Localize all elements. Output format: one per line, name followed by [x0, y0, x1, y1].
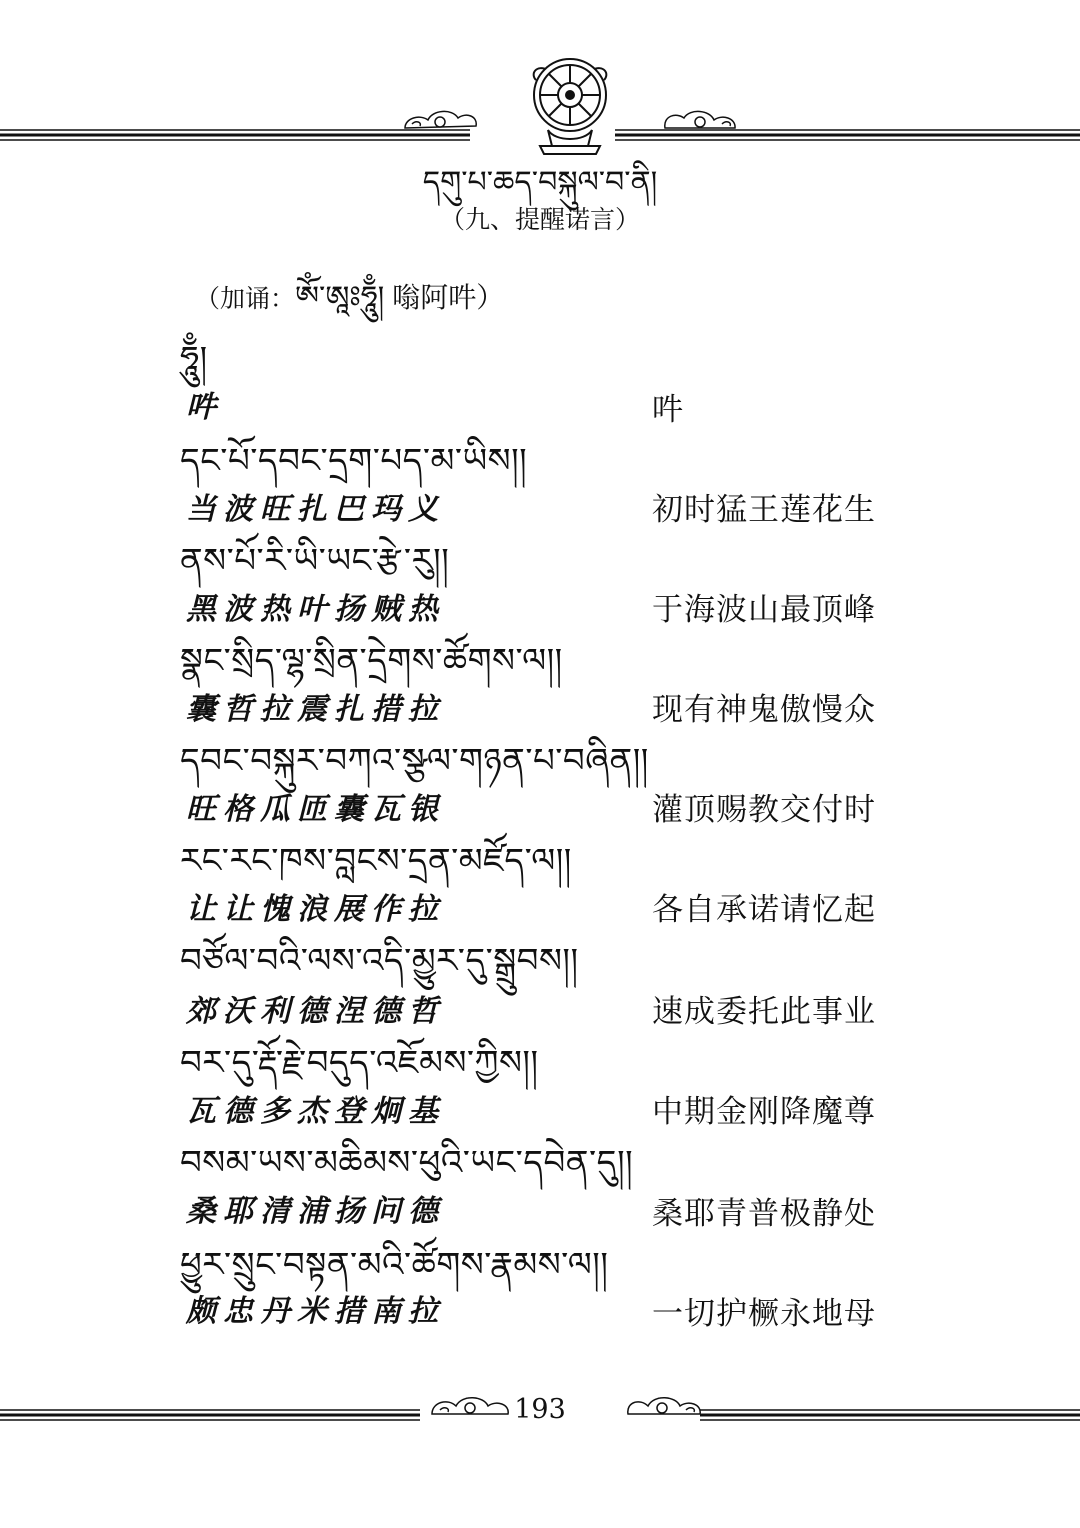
verse-transliteration: 桑耶清浦扬问德	[186, 1194, 445, 1229]
intro-transliteration: 吽	[186, 390, 223, 425]
note-chinese: 嗡阿吽）	[392, 281, 505, 314]
verse-tibetan: དང་པོ་དབང་དྲག་པད་མ་ཡིས།།	[180, 441, 528, 481]
verse-chinese: 于海波山最顶峰	[652, 592, 876, 628]
verse-transliteration: 囊哲拉震扎措拉	[186, 692, 445, 727]
verse-chinese: 现有神鬼傲慢众	[652, 692, 876, 728]
verse-transliteration: 当波旺扎巴玛义	[186, 492, 445, 527]
verse-chinese: 灌顶赐教交付时	[652, 792, 876, 828]
verse-tibetan: བར་དུ་རྡོ་རྗེ་བདུད་འཇོམས་ཀྱིས།།	[180, 1043, 539, 1083]
section-title-chinese: （九、提醒诺言）	[439, 205, 640, 234]
verse-tibetan: རང་རང་ཁས་བླངས་དྲན་མཛོད་ལ།།	[180, 841, 572, 881]
note-tibetan: ཨོཾ་ཨཱཿཧཱུྃ།	[295, 280, 385, 315]
verse-chinese: 中期金刚降魔尊	[652, 1094, 876, 1130]
intro-chinese: 吽	[652, 392, 684, 428]
verse-transliteration: 让让愧浪展作拉	[186, 892, 445, 927]
verse-transliteration: 黑波热叶扬贼热	[186, 592, 445, 627]
verse-transliteration: 瓦德多杰登炯基	[186, 1094, 445, 1129]
verse-tibetan: ཕྱུར་སྲུང་བསྟན་མའི་ཚོགས་རྣམས་ལ།།	[180, 1245, 609, 1285]
verse-chinese: 速成委托此事业	[652, 994, 876, 1030]
verse-tibetan: སྣང་སྲིད་ལྷ་སྲིན་དྲེགས་ཚོགས་ལ།།	[180, 641, 563, 681]
verse-tibetan: བསམ་ཡས་མཆིམས་ཕུའི་ཡང་དབེན་དུ།།	[180, 1143, 634, 1183]
intro-tibetan: ཧཱུྃ།	[180, 339, 208, 379]
page-number: 193	[514, 1394, 566, 1425]
note-prefix: （加诵：	[195, 284, 296, 313]
verse-transliteration: 旺格瓜匝囊瓦银	[186, 792, 445, 827]
verse-transliteration: 郊沃利德涅德哲	[186, 994, 445, 1029]
verse-tibetan: དབང་བསྐུར་བཀའ་སྩལ་གཉན་པ་བཞིན།།	[180, 741, 649, 781]
section-title-tibetan: དགུ་པ་ཆད་བསྐུལ་བ་ནི།	[422, 165, 658, 200]
verse-tibetan: བཙོལ་བའི་ལས་འདི་མྱུར་དུ་སྒྲུབས།།	[180, 941, 579, 981]
verse-chinese: 桑耶青普极静处	[652, 1196, 876, 1232]
verse-transliteration: 颇忠丹米措南拉	[186, 1294, 445, 1329]
verse-chinese: 各自承诺请忆起	[652, 892, 876, 928]
verse-chinese: 一切护橛永地母	[652, 1296, 876, 1332]
verse-chinese: 初时猛王莲花生	[652, 492, 876, 528]
verse-tibetan: ནས་པོ་རི་ཡི་ཡང་རྩེ་རུ།།	[180, 541, 450, 581]
